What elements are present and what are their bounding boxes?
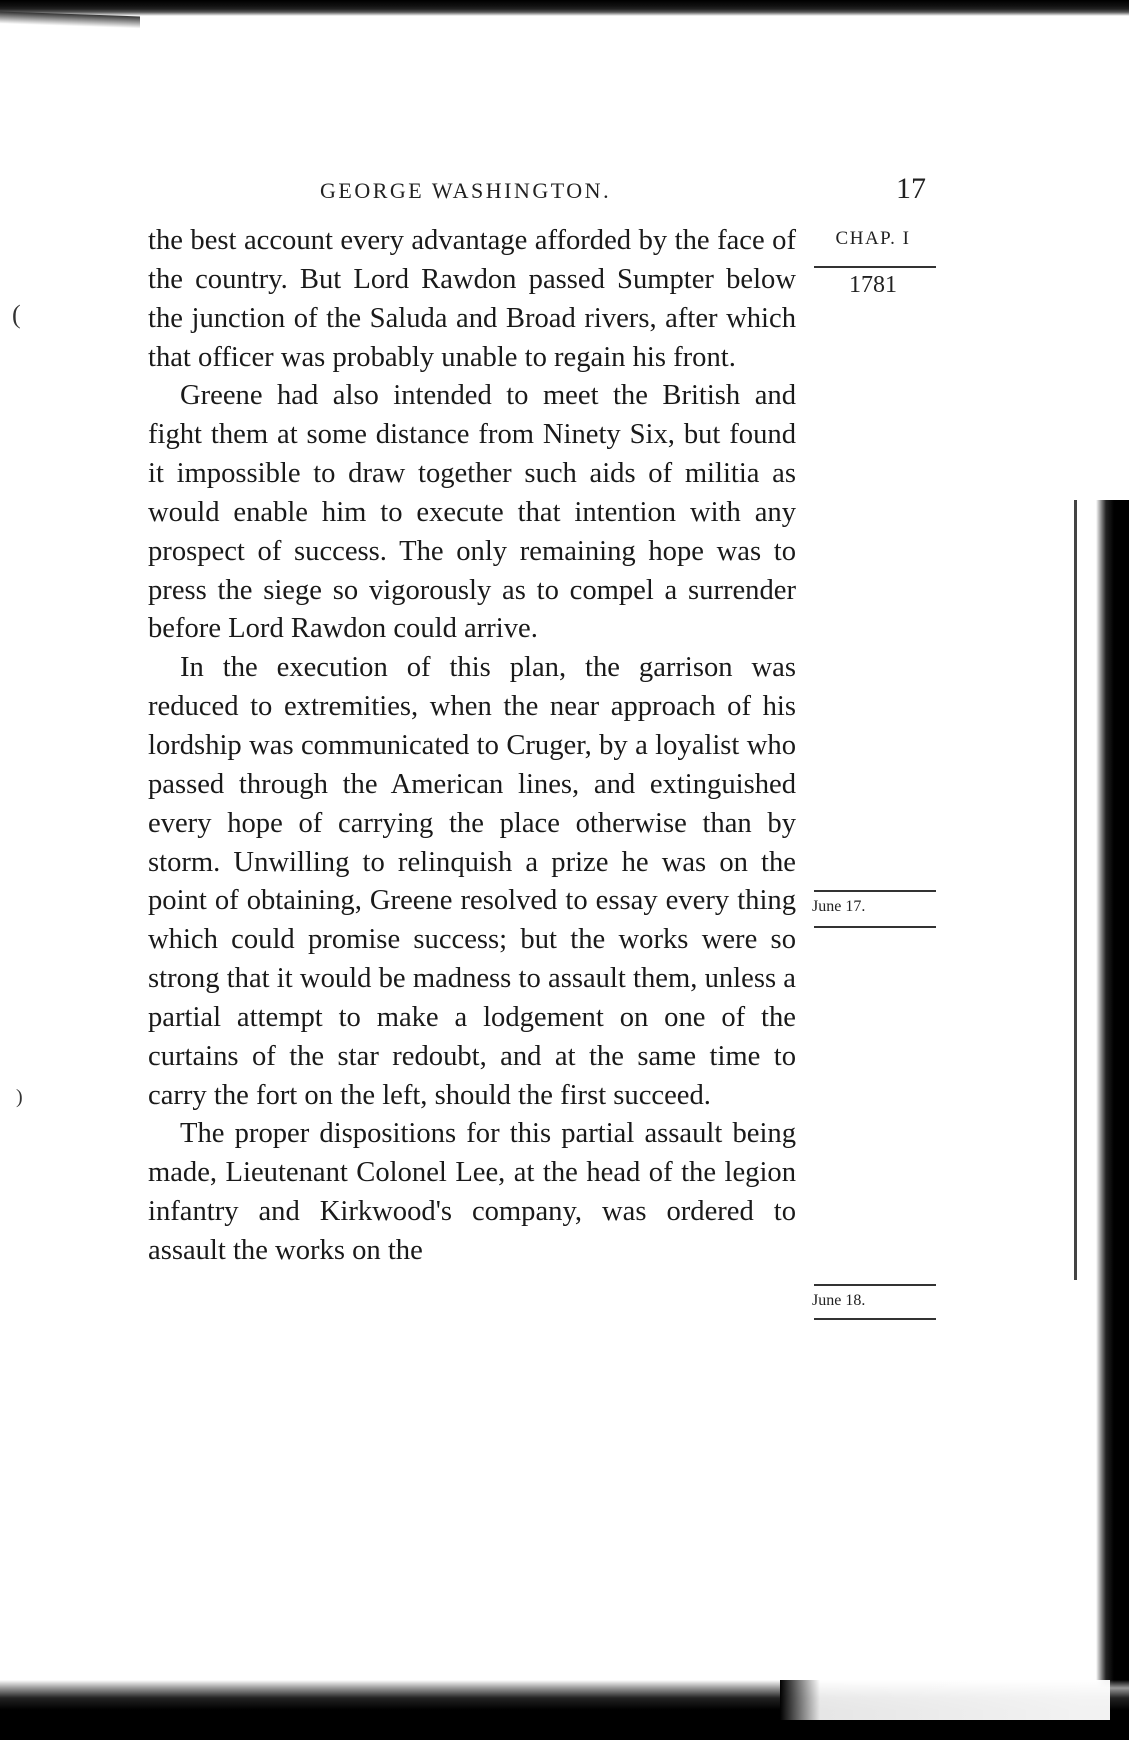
paragraph: In the execution of this plan, the garrison was reduced to extremities, when the near approach of his lordship was communicated to Cruger, by a loyalist who passed through the American lines, and extinguished every hope of carrying the place otherwise than by storm. Unwilling to relinquish a prize he was on the point of obtaining, Greene resolved to essay every thing which could promise success; but the works were so strong that it would be madness to assault them, unless a partial attempt to make a lodgement on one of the curtains of the star redoubt, and at the same time to carry the fort on the left, should the first succeed. <box>148 652 796 1111</box>
paragraph: the best account every advantage afforded by the face of the country. But Lord Rawdon passed Sumpter below the junction of the Saluda and Broad rivers, after which that officer was probably unable to regain his front. <box>148 225 796 373</box>
page-number: 17 <box>896 172 926 205</box>
margin-rule <box>814 1284 936 1286</box>
margin-rule <box>814 890 936 892</box>
body-text <box>148 222 796 1271</box>
margin-chapter: CHAP. I <box>835 228 911 249</box>
paragraph: The proper dispositions for this partial assault being made, Lieutenant Colonel Lee, at the head of the legion infantry and Kirkwood's company, was ordered to assault the works on the <box>148 1118 796 1266</box>
scan-edge-top <box>0 0 1129 22</box>
margin-rule <box>814 926 936 928</box>
scan-edge-right-line <box>1074 500 1077 1280</box>
running-head: GEORGE WASHINGTON. <box>320 178 612 203</box>
margin-date-june-17: June 17. <box>812 898 866 915</box>
margin-bracket-mark: ( <box>12 300 21 329</box>
margin-rule <box>814 266 936 268</box>
scan-edge-right <box>1096 500 1129 1740</box>
scan-edge-bottom-fade <box>780 1680 1110 1720</box>
paragraph: Greene had also intended to meet the British and fight them at some distance from Ninety Six, but found it impossible to draw together such aids of militia as would enable him to execute that intention with any prospect of success. The only remaining hope was to press the siege so vigorously as to compel a surrender before Lord Rawdon could arrive. <box>148 380 796 645</box>
margin-rule <box>814 1318 936 1320</box>
margin-bracket-mark: ) <box>16 1086 23 1108</box>
margin-year: 1781 <box>849 272 897 298</box>
margin-date-june-18: June 18. <box>812 1292 866 1309</box>
